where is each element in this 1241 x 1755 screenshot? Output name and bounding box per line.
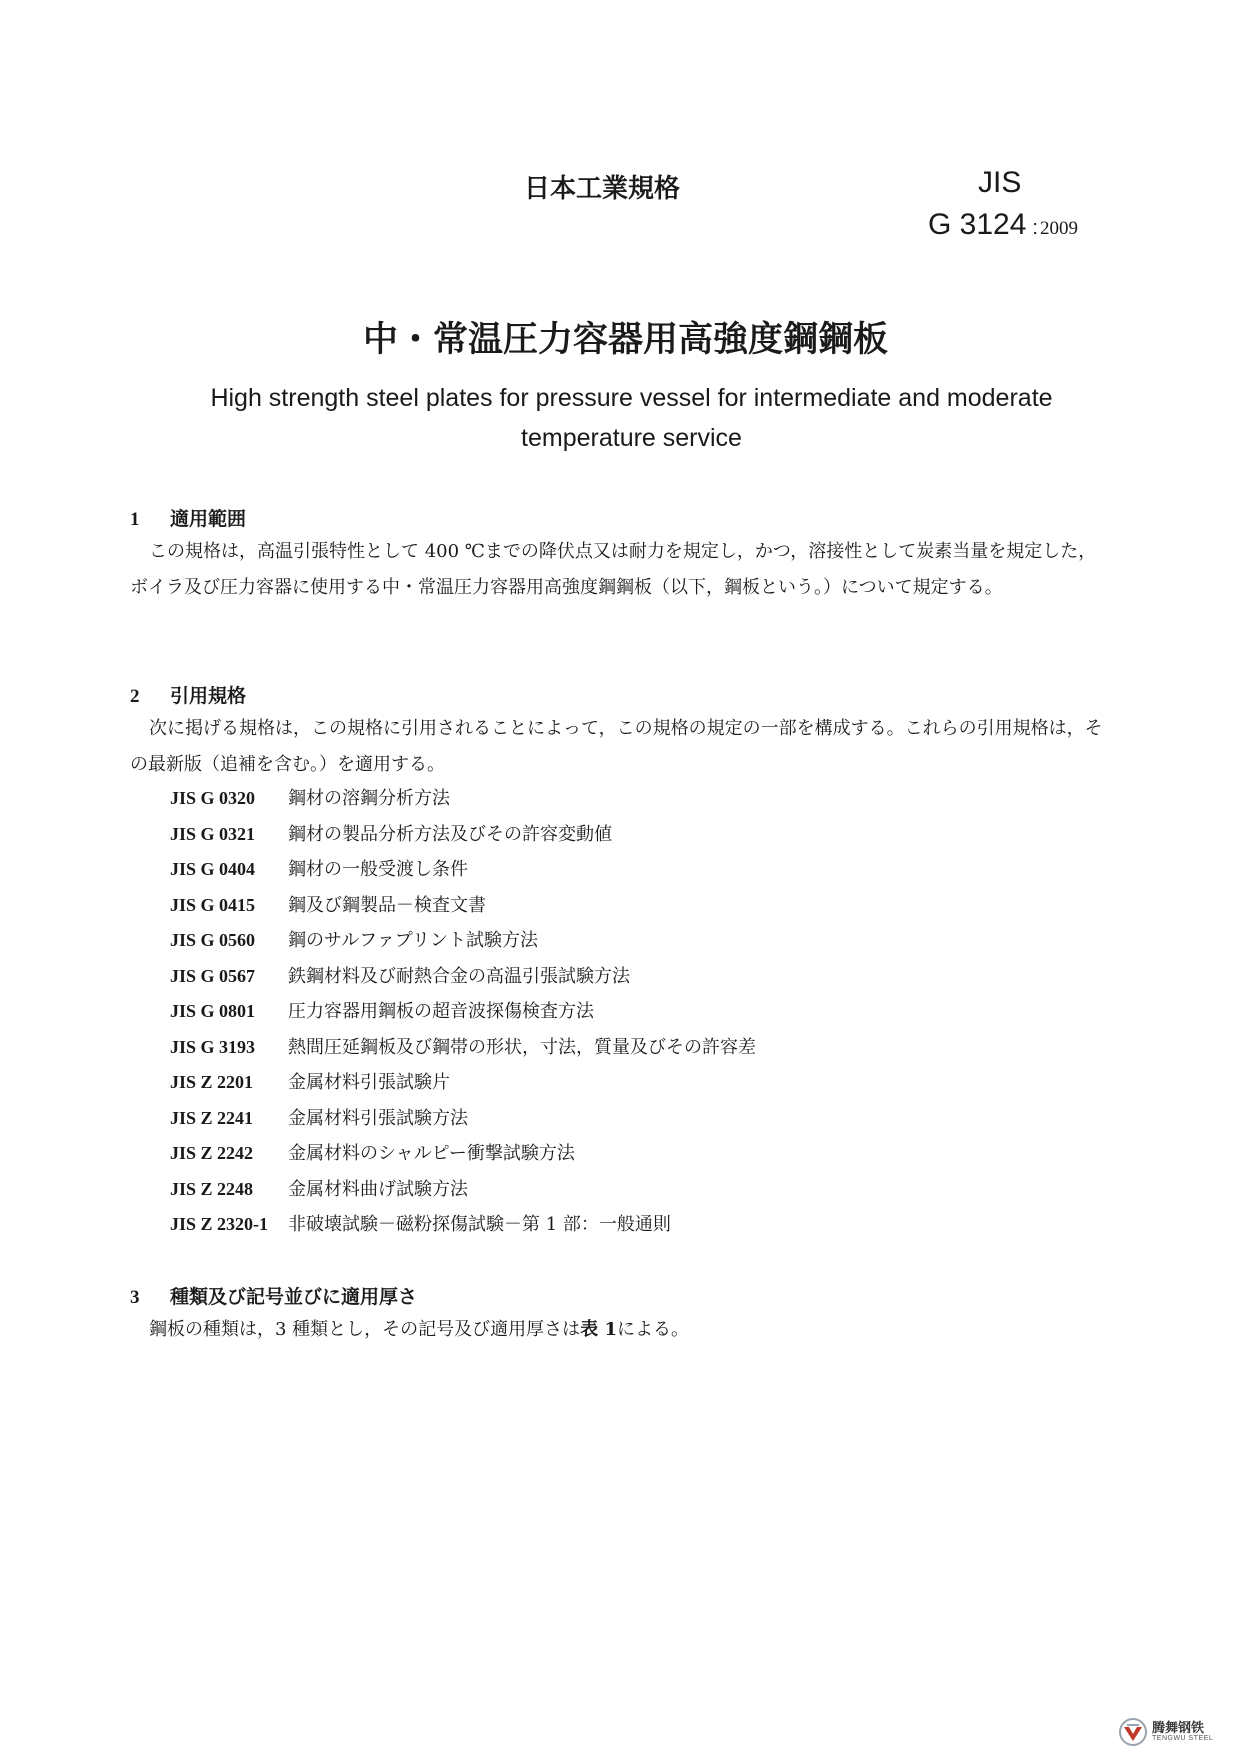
reference-title: 熱間圧延鋼板及び鋼帯の形状，寸法，質量及びその許容差	[288, 1036, 756, 1058]
reference-title: 鋼材の溶鋼分析方法	[288, 788, 450, 809]
reference-title: 金属材料引張試験片	[288, 1072, 450, 1093]
reference-title: 鋼材の一般受渡し条件	[288, 859, 468, 880]
reference-item	[170, 1033, 1070, 1069]
reference-item	[170, 1175, 1070, 1211]
reference-item	[170, 1104, 1070, 1140]
reference-item	[170, 891, 1070, 927]
reference-item	[170, 997, 1070, 1033]
logo-name-chinese: 腾舞钢铁	[1152, 1721, 1205, 1736]
reference-code: JIS G 3193	[170, 1036, 256, 1057]
reference-item	[170, 820, 1070, 856]
reference-title: 鋼のサルファプリント試験方法	[288, 930, 539, 951]
section-title: 引用規格	[170, 685, 247, 707]
reference-title: 鉄鋼材料及び耐熱合金の高温引張試験方法	[288, 965, 630, 987]
reference-item	[170, 1068, 1070, 1104]
section-3-heading	[130, 1282, 417, 1309]
normative-references-list	[170, 784, 1070, 1246]
standard-series: JIS	[978, 166, 1022, 199]
section-3-text: 鋼板の種類は，3 種類とし，その記号及び適用厚さは	[149, 1319, 581, 1340]
reference-code: JIS G 0801	[170, 1001, 256, 1021]
reference-code: JIS Z 2201	[170, 1072, 254, 1092]
reference-item	[170, 1139, 1070, 1175]
reference-code: JIS G 0321	[170, 823, 256, 844]
logo-name-english: TENGWU STEEL	[1152, 1735, 1214, 1742]
section-number: 1	[130, 509, 140, 530]
reference-code: JIS Z 2320-1	[170, 1214, 269, 1234]
reference-title: 鋼及び鋼製品－検査文書	[288, 894, 486, 916]
company-logo	[1118, 1716, 1236, 1748]
reference-code: JIS Z 2242	[170, 1143, 254, 1163]
standard-number-line	[928, 208, 1078, 242]
tengwu-logo-icon	[1118, 1717, 1148, 1747]
reference-code: JIS Z 2241	[170, 1107, 254, 1128]
reference-title: 非破壊試験－磁粉探傷試験－第 1 部：一般通則	[288, 1214, 671, 1235]
standard-number: G 3124	[928, 208, 1027, 241]
reference-code: JIS G 0567	[170, 965, 256, 986]
reference-title: 鋼材の製品分析方法及びその許容変動値	[288, 823, 612, 845]
reference-code: JIS Z 2248	[170, 1178, 254, 1199]
reference-code: JIS G 0320	[170, 788, 256, 808]
document-title-japanese: 中・常温圧力容器用高強度鋼鋼板	[362, 320, 888, 360]
reference-code: JIS G 0404	[170, 859, 256, 879]
document-title-english: High strength steel plates for pressure vessel for intermediate and moderate temperature service	[210, 384, 1053, 452]
standard-year: 2009	[1039, 218, 1078, 239]
section-1-heading	[130, 504, 246, 531]
standard-separator: :	[1032, 217, 1038, 239]
section-2-body: 次に掲げる規格は，この規格に引用されることによって，この規格の規定の一部を構成する。これらの引用規格は，その最新版（追補を含む。）を適用する。	[130, 718, 1103, 775]
reference-title: 圧力容器用鋼板の超音波探傷検査方法	[288, 1001, 594, 1022]
reference-item	[170, 784, 1070, 820]
section-1-body: この規格は，高温引張特性として 400 ℃までの降伏点又は耐力を規定し，かつ，溶接性として炭素当量を規定した，ボイラ及び圧力容器に使用する中・常温圧力容器用高強度鋼鋼板（以下，鋼板という。）について規定する。	[130, 541, 1097, 598]
reference-item	[170, 926, 1070, 962]
reference-code: JIS G 0560	[170, 930, 256, 950]
reference-item	[170, 1210, 1070, 1246]
reference-item	[170, 962, 1070, 998]
reference-item	[170, 855, 1070, 891]
reference-title: 金属材料曲げ試験方法	[288, 1178, 468, 1200]
table-reference: 表 1	[580, 1319, 617, 1340]
section-2-heading	[130, 681, 246, 708]
section-3-body	[130, 1312, 1110, 1348]
reference-title: 金属材料のシャルピー衝撃試験方法	[288, 1143, 575, 1164]
reference-code: JIS G 0415	[170, 894, 256, 915]
standard-organization: 日本工業規格	[524, 174, 681, 204]
section-title: 種類及び記号並びに適用厚さ	[170, 1286, 418, 1308]
section-number: 2	[130, 686, 140, 707]
reference-title: 金属材料引張試験方法	[288, 1107, 468, 1129]
section-number: 3	[130, 1287, 140, 1308]
section-title: 適用範囲	[170, 508, 247, 530]
section-3-text-end: による。	[616, 1319, 689, 1340]
